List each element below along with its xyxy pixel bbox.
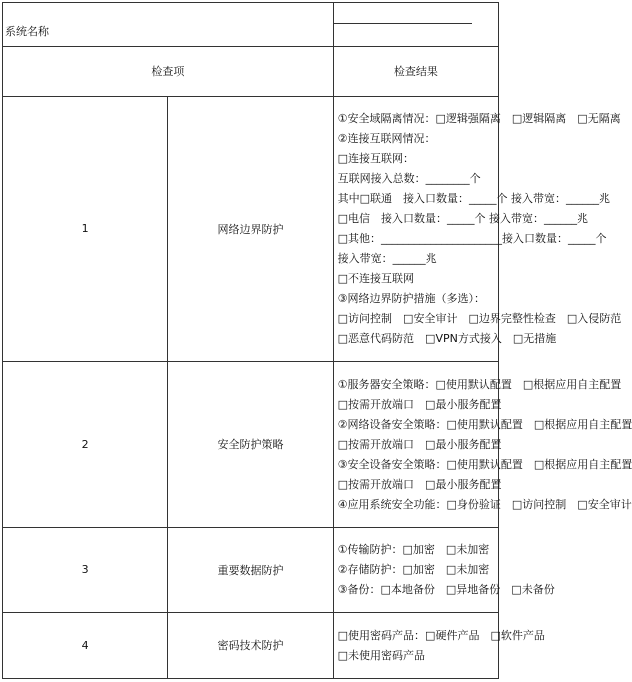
inspection-table xyxy=(2,2,632,679)
result-line: 互联网接入总数：________个 xyxy=(337,172,481,185)
row-number: 3 xyxy=(3,528,168,613)
result-line: 其中□联通 接入口数量：_____个 接入带宽：______兆 xyxy=(337,192,611,205)
header-result: 检查结果 xyxy=(333,47,498,97)
table-row xyxy=(3,613,499,679)
result-line: ②存储防护：□加密 □未加密 xyxy=(337,563,490,576)
result-line: ①服务器安全策略：□使用默认配置 □根据应用自主配置 xyxy=(337,377,622,391)
system-name-row xyxy=(3,3,499,47)
result-line: □不连接互联网 xyxy=(337,272,415,285)
result-line: □电信 接入口数量：_____个 接入带宽：______兆 xyxy=(337,212,589,225)
result-line: □恶意代码防范 □VPN方式接入 □无措施 xyxy=(337,332,557,345)
result-line: □其他：______________________接入口数量：_____个 xyxy=(337,232,607,245)
row-number: 2 xyxy=(3,362,168,528)
result-line: ③备份：□本地备份 □异地备份 □未备份 xyxy=(337,583,555,596)
result-line: □访问控制 □安全审计 □边界完整性检查 □入侵防范 xyxy=(337,312,622,325)
result-line: □连接互联网： xyxy=(337,152,415,165)
result-line: ②连接互联网情况： xyxy=(337,132,436,145)
result-line: □按需开放端口 □最小服务配置 xyxy=(337,437,502,451)
result-line: ③安全设备安全策略：□使用默认配置 □根据应用自主配置 xyxy=(337,457,632,471)
header-row xyxy=(3,47,499,97)
result-line: ①传输防护：□加密 □未加密 xyxy=(337,543,490,556)
result-line: ②网络设备安全策略：□使用默认配置 □根据应用自主配置 xyxy=(337,417,632,431)
row-item: 密码技术防护 xyxy=(168,613,333,679)
row-item: 安全防护策略 xyxy=(168,362,333,528)
result-line: □使用密码产品：□硬件产品 □软件产品 xyxy=(337,628,545,642)
row-result xyxy=(333,97,622,362)
row-result xyxy=(333,362,632,528)
result-line: ③网络边界防护措施（多选）： xyxy=(337,292,486,305)
result-line: ①安全域隔离情况：□逻辑强隔离 □逻辑隔离 □无隔离 xyxy=(337,112,621,125)
result-line: □未使用密码产品 xyxy=(337,648,426,662)
result-line: ④应用系统安全功能：□身份验证 □访问控制 □安全审计 xyxy=(337,497,632,511)
system-name-field[interactable] xyxy=(333,3,498,47)
table-row xyxy=(3,528,499,613)
system-name-label: 系统名称 xyxy=(3,3,334,47)
row-result xyxy=(333,528,555,613)
row-item: 网络边界防护 xyxy=(168,97,333,362)
result-line: □按需开放端口 □最小服务配置 xyxy=(337,477,502,491)
table-row xyxy=(3,362,499,528)
header-item: 检查项 xyxy=(3,47,334,97)
result-line: □按需开放端口 □最小服务配置 xyxy=(337,397,502,411)
row-number: 1 xyxy=(3,97,168,362)
result-line: 接入带宽：______兆 xyxy=(337,252,437,265)
table-row xyxy=(3,97,499,362)
row-item: 重要数据防护 xyxy=(168,528,333,613)
row-number: 4 xyxy=(3,613,168,679)
row-result xyxy=(333,613,545,679)
